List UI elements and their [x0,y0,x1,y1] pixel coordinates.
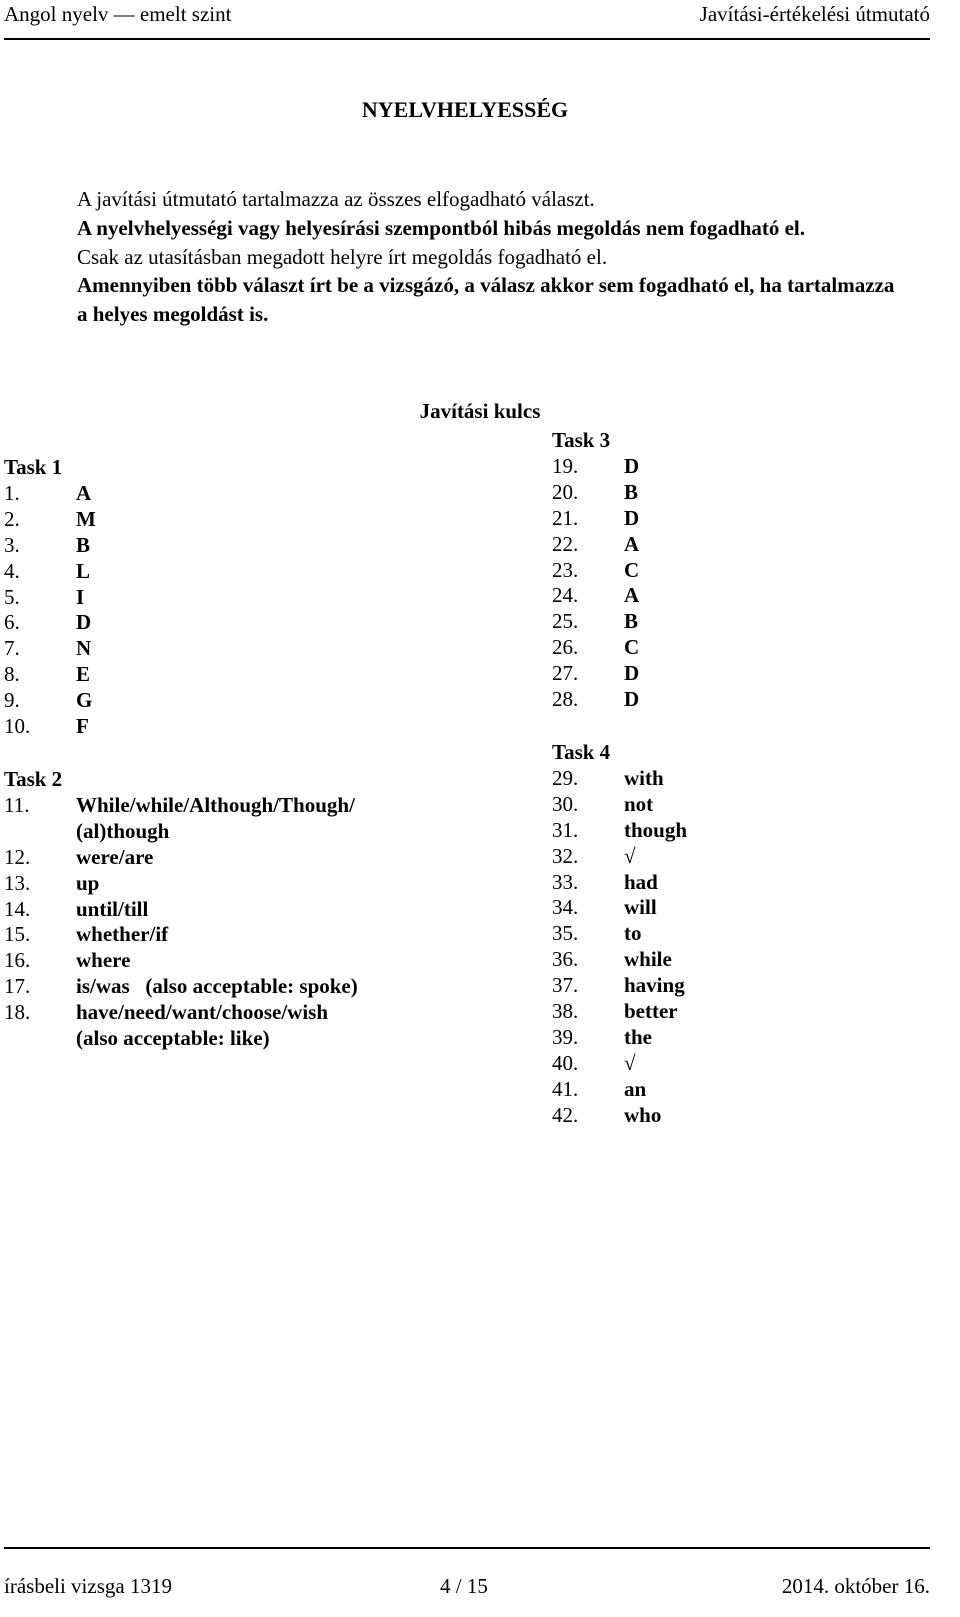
answer-item [552,999,687,1025]
item-number: 24. [552,583,579,608]
item-answer: an [624,1076,647,1101]
instructions [77,185,907,329]
item-number: 29. [552,765,579,790]
answer-item [4,585,96,611]
answer-item [552,973,687,999]
item-answer: B [624,479,639,504]
answer-item [552,895,687,921]
item-answer: A [624,531,640,556]
answer-item [552,532,639,558]
answer-item [552,506,639,532]
page-title: NYELVHELYESSÉG [361,97,569,122]
instruction-line: A javítási útmutató tartalmazza az összes elfogadható választ. [77,187,595,211]
item-number: 38. [552,999,579,1024]
item-number: 2. [4,506,20,531]
item-number: 3. [4,532,20,557]
task2-block [4,767,504,1052]
answer-item [552,558,639,584]
task1-block [4,455,96,740]
item-number: 31. [552,817,579,842]
item-answer: A [624,583,640,608]
header-subject: Angol nyelv — emelt szint [4,2,232,26]
item-number: 20. [552,479,579,504]
item-answer: D [624,505,640,530]
answer-item [552,870,687,896]
item-answer: while [624,947,672,972]
item-number: 4. [4,558,20,583]
item-number: 15. [4,922,31,947]
item-answer: will [624,895,657,920]
item-answer: √ [624,843,636,868]
item-answer: D [624,687,640,712]
answer-item [552,1025,687,1051]
answer-item [4,1000,504,1026]
answer-item [552,635,639,661]
item-number: 21. [552,505,579,530]
item-answer-continuation: (also acceptable: like) [76,1026,270,1051]
item-answer: until/till [76,896,149,921]
answer-item [552,766,687,792]
task3-title: Task 3 [552,428,611,452]
item-number: 23. [552,557,579,582]
instruction-line: Amennyiben több választ írt be a vizsgázó, a válasz akkor sem fogadható el, ha tartalmazza a helyes megoldást is. [77,273,895,327]
instruction-line: A nyelvhelyességi vagy helyesírási szempontból hibás megoldás nem fogadható el. [77,215,806,240]
item-number: 34. [552,895,579,920]
answer-item [4,948,504,974]
item-number: 30. [552,791,579,816]
task3-block [552,428,639,713]
answer-item [552,818,687,844]
task4-title: Task 4 [552,740,611,764]
footer-exam-code: írásbeli vizsga 1319 [4,1574,172,1598]
answer-item [552,844,687,870]
answer-key-title: Javítási kulcs [419,399,541,423]
item-answer: E [76,662,91,687]
answer-item [4,897,504,923]
item-answer: D [76,610,92,635]
item-answer: had [624,869,658,894]
task1-list [4,481,96,740]
header-divider [4,38,930,40]
item-number: 27. [552,661,579,686]
item-answer: not [624,791,654,816]
item-number: 18. [4,1000,31,1025]
task4-block [552,740,687,1129]
item-answer: whether/if [76,922,169,947]
item-number: 28. [552,687,579,712]
item-answer: with [624,765,664,790]
item-answer: though [624,817,688,842]
answer-item [4,714,96,740]
item-answer: B [624,609,639,634]
item-number: 25. [552,609,579,634]
answer-item [552,661,639,687]
item-number: 40. [552,1050,579,1075]
item-number: 1. [4,480,20,505]
answer-item [4,922,504,948]
answer-item [552,1077,687,1103]
task3-list [552,454,639,713]
answer-item [552,609,639,635]
answer-item [552,687,639,713]
item-number: 32. [552,843,579,868]
item-number: 39. [552,1024,579,1049]
answer-item [4,533,96,559]
item-number: 17. [4,974,31,999]
item-answer: up [76,870,100,895]
answer-item [4,845,504,871]
item-answer: I [76,584,85,609]
answer-item [552,1103,687,1129]
item-number: 9. [4,688,20,713]
answer-item [4,793,504,819]
task2-list [4,793,504,1052]
item-number: 41. [552,1076,579,1101]
answer-item [552,792,687,818]
answer-item [552,1051,687,1077]
item-number: 42. [552,1102,579,1127]
header-doc-type: Javítási-értékelési útmutató [699,2,930,26]
item-answer: were/are [76,844,154,869]
task1-title: Task 1 [4,455,63,479]
item-number: 35. [552,921,579,946]
answer-item [552,480,639,506]
answer-item [4,871,504,897]
answer-item [4,688,96,714]
item-answer-continuation: (al)though [76,818,170,843]
item-answer: where [76,948,131,973]
item-number: 37. [552,973,579,998]
item-number: 13. [4,870,31,895]
item-number: 26. [552,635,579,660]
item-answer: M [76,506,96,531]
footer-date: 2014. október 16. [781,1574,930,1598]
item-answer: to [624,921,642,946]
item-answer: √ [624,1050,636,1075]
answer-item [552,921,687,947]
item-answer: the [624,1024,652,1049]
answer-item [4,507,96,533]
item-answer: C [624,635,640,660]
item-answer: While/while/Although/Though/ [76,792,355,817]
item-number: 36. [552,947,579,972]
instruction-line: Csak az utasításban megadott helyre írt megoldás fogadható el. [77,244,608,269]
answer-item [4,662,96,688]
answer-item [4,481,96,507]
item-answer: is/was (also acceptable: spoke) [76,974,358,999]
item-number: 11. [4,792,30,817]
item-answer: A [76,480,92,505]
answer-item [4,559,96,585]
task4-list [552,766,687,1129]
item-number: 22. [552,531,579,556]
item-answer: who [624,1102,662,1127]
item-answer: C [624,557,640,582]
answer-item [552,583,639,609]
item-answer: G [76,688,93,713]
item-answer: D [624,453,640,478]
item-number: 8. [4,662,20,687]
item-number: 7. [4,636,20,661]
item-number: 12. [4,844,31,869]
item-answer: D [624,661,640,686]
item-number: 16. [4,948,31,973]
answer-item [4,636,96,662]
item-number: 10. [4,714,31,739]
answer-item [4,974,504,1000]
item-answer: N [76,636,92,661]
item-number: 19. [552,453,579,478]
item-answer: F [76,714,89,739]
item-answer: have/need/want/choose/wish [76,1000,329,1025]
item-answer: having [624,973,685,998]
item-answer: L [76,558,91,583]
answer-item [4,610,96,636]
item-answer: better [624,999,678,1024]
item-number: 14. [4,896,31,921]
item-number: 6. [4,610,20,635]
answer-item [552,947,687,973]
task2-title: Task 2 [4,767,63,791]
answer-item [552,454,639,480]
page-number: 4 / 15 [440,1574,488,1598]
item-number: 33. [552,869,579,894]
footer-divider [4,1547,930,1549]
item-answer: B [76,532,91,557]
item-number: 5. [4,584,20,609]
